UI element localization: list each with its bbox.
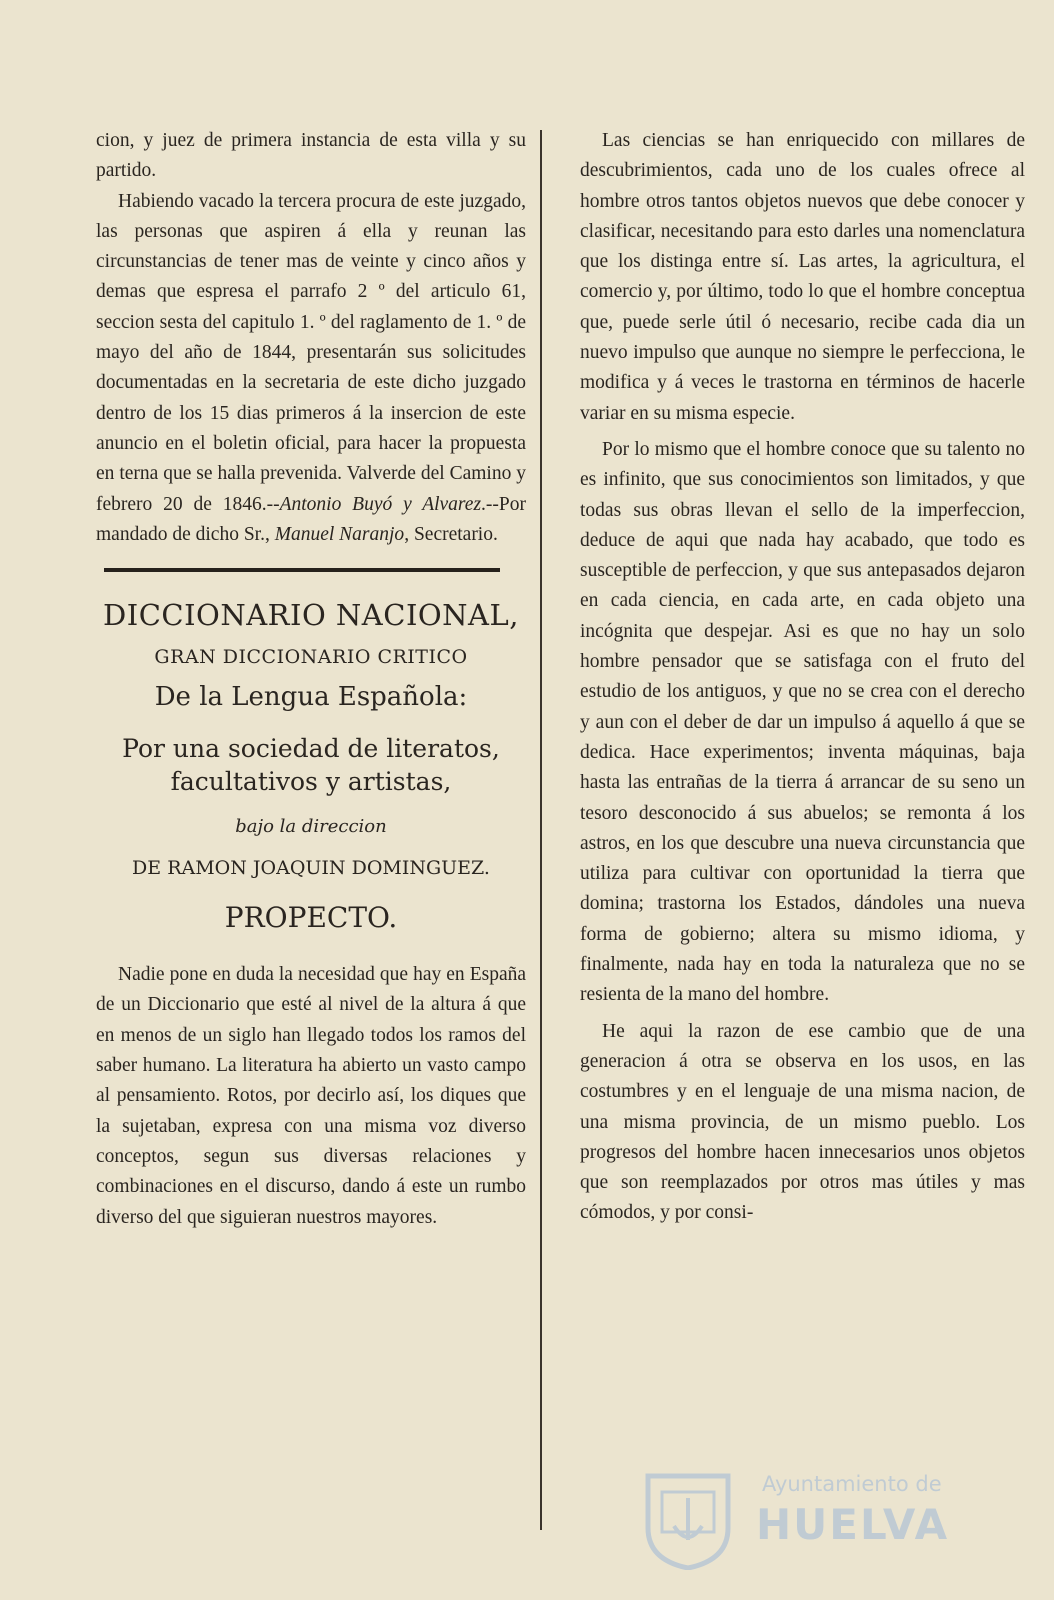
secretary-name: Manuel Naranjo: [274, 523, 405, 545]
secretary-title: , Secretario.: [404, 523, 498, 545]
watermark-line-1: Ayuntamiento de: [762, 1472, 942, 1496]
left-column: [96, 126, 526, 1233]
section-divider: [104, 568, 500, 572]
prospectus-paragraph-3: Por lo mismo que el hombre conoce que su talento no es infinito, que sus conocimientos son limitados, y que todas sus obras llevan el sello de la imperfeccion, deduce de aqui que nada hay acabado, que todo es susceptible de perfeccion, y que sus antepasados dejaron en cada ciencia, en cada arte, en cada objeto una incógnita que despejar. Asi es que no hay un solo hombre pensador que se satisfaga con el fruto del estudio de los antiguos, y que no se crea con el derecho y aun con el deber de dar un impulso á aquello á que se dedica. Hace experimentos; inventa máquinas, baja hasta las entrañas de la tierra á arrancar de su seno un tesoro desconocido á sus abuelos; se remonta á los astros, en los que descubre una nueva circunstancia que utiliza para cultivar con oportunidad la tierra que domina; trastorna los Estados, dándoles una nueva forma de gobierno; altera su mismo idioma, y finalmente, nada hay en toda la naturaleza que no se resienta de la mano del hombre.: [580, 438, 1025, 1006]
column-rule: [540, 130, 542, 1530]
procura-notice: [96, 187, 526, 551]
director-name: DE RAMON JOAQUIN DOMINGUEZ.: [132, 857, 490, 880]
watermark-line-2: HUELVA: [756, 1500, 950, 1549]
society-title: Por una sociedad de literatos, facultativos y artistas,: [122, 734, 500, 797]
dictionary-subtitle: GRAN DICCIONARIO CRITICO: [154, 646, 468, 669]
procura-notice-text: Habiendo vacado la tercera procura de este juzgado, las personas que aspiren á ella y reunan las circunstancias de tener mas de veinte y cinco años y demas que espresa el parrafo 2 º del articulo 61, seccion sesta del capitulo 1. º del raglamento de 1. º de mayo del año de 1844, presentarán sus solicitudes documentadas en la secretaria de este dicho juzgado dentro de los 15 dias primeros á la insercion de este anuncio en el boletin oficial, para hacer la propuesta en terna que se halla prevenida. Valverde del Camino y febrero 20 de 1846.--: [96, 190, 526, 515]
prospectus-heading: PROPECTO.: [224, 901, 398, 935]
mandate-text: .--Por mandado de dicho Sr.,: [96, 493, 526, 545]
notice-continuation: cion, y juez de primera instancia de esta villa y su partido.: [96, 130, 526, 182]
prospectus-paragraph-4: He aqui la razon de ese cambio que de una generacion á otra se observa en los usos, en las costumbres y en el lenguaje de una misma nacion, de una misma provincia, de un mismo pueblo. Los progresos del hombre hacen innecesarios unos objetos que son reemplazados por otros mas útiles y mas cómodos, y por consi-: [580, 1020, 1025, 1224]
direction-label: bajo la direccion: [235, 816, 387, 838]
archive-watermark: [640, 1470, 970, 1570]
dictionary-title: DICCIONARIO NACIONAL,: [103, 598, 519, 633]
huelva-crest-icon: [640, 1470, 736, 1570]
language-title: De la Lengua Española:: [154, 682, 468, 713]
prospectus-paragraph-2: Las ciencias se han enriquecido con millares de descubrimientos, cada uno de los cuales ofrece al hombre otros tantos objetos nuevos que debe conocer y clasificar, necesitando para esto darles una nomenclatura que los distinga entre sí. Las artes, la agricultura, el comercio y, por último, todo lo que el hombre conceptua que, puede serle útil ó necesario, recibe cada dia un nuevo impulso que aunque no siempre le perfecciona, le modifica y á veces le trastorna en términos de hacerle variar en su misma especie.: [580, 130, 1025, 424]
prospectus-paragraph-1: Nadie pone en duda la necesidad que hay en España de un Diccionario que esté al nivel de la altura á que en menos de un siglo han llegado todos los ramos del saber humano. La literatura ha abierto un vasto campo al pensamiento. Rotos, por decirlo así, los diques que la sujetaban, expresa con una misma voz diverso conceptos, segun sus diversas relaciones y combinaciones en el discurso, dando á este un rumbo diverso del que siguieran nuestros mayores.: [96, 964, 526, 1228]
right-column: [580, 126, 1025, 1229]
signer-name: Antonio Buyó y Alvarez: [279, 493, 482, 515]
